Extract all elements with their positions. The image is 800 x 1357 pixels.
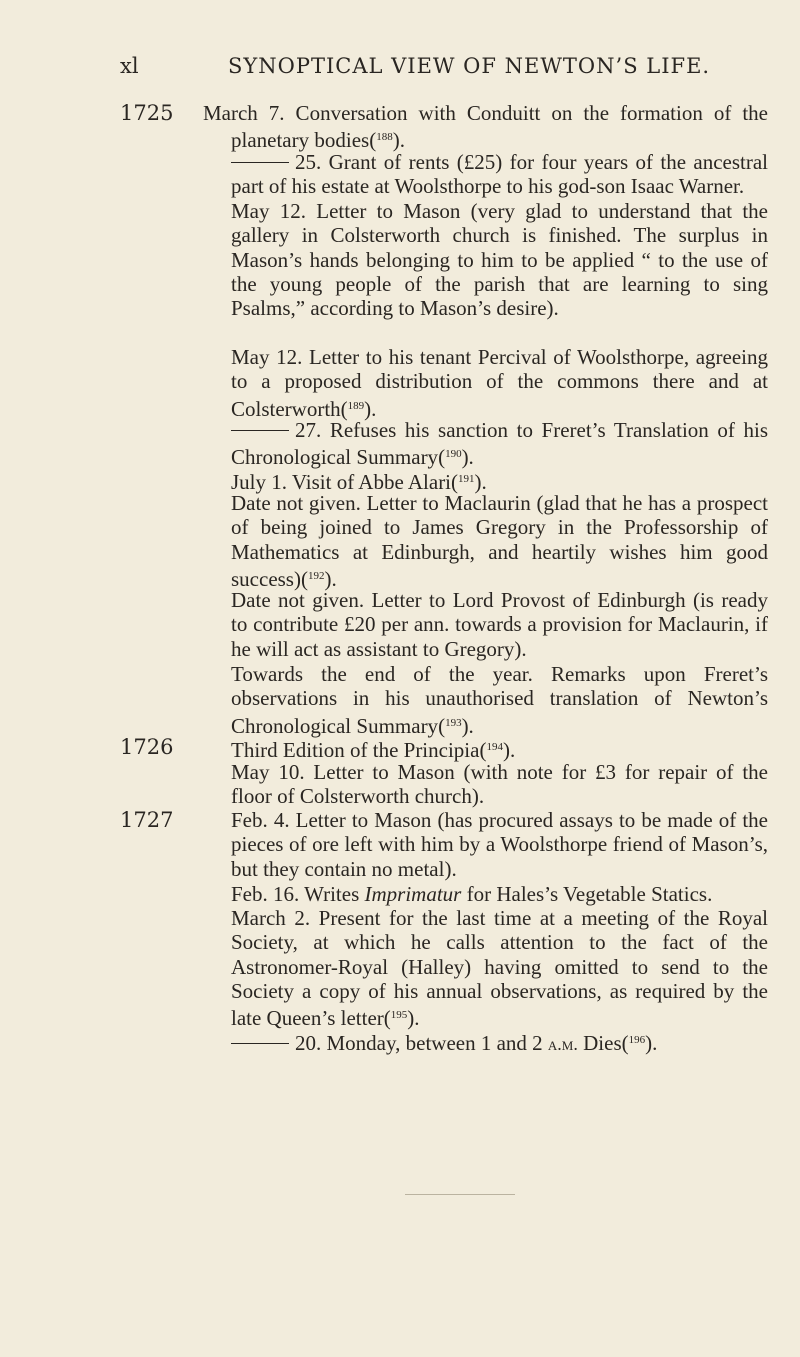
entry-lord-provost-letter xyxy=(203,588,768,661)
year-1726: 1726 xyxy=(120,735,174,759)
entry-text: March 7. Conversation with Conduitt on the formation of the planetary bodies xyxy=(203,101,768,153)
imprimatur-italic: Imprimatur xyxy=(364,882,462,906)
footnote-ref: 190 xyxy=(445,448,462,461)
footnote-ref: 192 xyxy=(307,569,325,582)
year-1725: 1725 xyxy=(120,101,174,125)
entry-text: May 10. Letter to Mason (with note for £3 for repair of the floor of Colsterworth church). xyxy=(231,760,768,809)
entry-march-2: March 2. Present for the last time at a meeting of the Royal Society, at which he calls attention to the fact of the Astronomer-Royal (Halley) having omitted to send to the Society a copy of his annual observations, as required by the late Queen’s letter($^{195}$). xyxy=(231,906,768,1031)
ditto-dash xyxy=(231,430,289,431)
entry-maclaurin-letter: Date not given. Letter to Maclaurin (glad that he has a prospect of being joined to James Gregory in the Professorship of Mathematics at Edinburgh, and heartily wishes him good success)($^{192}$). xyxy=(231,491,768,591)
entry-may-12-mason xyxy=(203,199,768,320)
entry-march-20: 20. Monday, between 1 and 2 a.m. Dies($^{196}$). xyxy=(203,1028,768,1056)
footnote-ref: 191 xyxy=(458,473,475,485)
entry-text: 27. Refuses his sanction to Freret’s Translation of his Chronological Summary xyxy=(231,418,768,470)
entry-text: July 1. Visit of Abbe Alari xyxy=(231,470,452,494)
footnote-ref: 194 xyxy=(486,741,503,753)
footer-rule xyxy=(405,1194,515,1195)
entry-text: Date not given. Letter to Maclaurin (glad that he has a prospect of being joined to James Gregory in the Professorship of Mathematics at Edinburgh, and heartily wishes him good success) xyxy=(231,491,768,591)
entry-text: for Hales’s Vegetable Statics. xyxy=(466,882,713,906)
ditto-dash xyxy=(231,162,289,163)
page-header xyxy=(0,54,800,84)
running-head: SYNOPTICAL VIEW OF NEWTON’S LIFE. xyxy=(228,54,711,78)
footnote-ref: 195 xyxy=(390,1009,408,1022)
entry-july-1: July 1. Visit of Abbe Alari($^{191}$). xyxy=(231,470,487,494)
entry-text: Feb. 4. Letter to Mason (has procured assays to be made of the pieces of ore left with him by a Woolsthorpe friend of Mason’s, but they contain no metal). xyxy=(231,808,768,881)
footnote-ref: 196 xyxy=(628,1034,646,1046)
year-1727: 1727 xyxy=(120,808,174,832)
page-number: xl xyxy=(120,54,139,78)
entry-text: May 12. Letter to Mason (very glad to understand that the gallery in Colsterworth church is finished. The surplus in Mason’s hands belonging to him to be applied “ to the use of the young people of the parish that are learning to sing Psalms,” according to Mason’s desire). xyxy=(231,199,768,321)
entry-freret-remarks: Towards the end of the year. Remarks upon Freret’s observations in his unauthorised translation of Newton’s Chronological Summary($^{193}$). xyxy=(231,662,768,738)
entry-may-12-percival: May 12. Letter to his tenant Percival of Woolsthorpe, agreeing to a proposed distribution of the commons there and at Colsterworth($^{189}$). xyxy=(231,345,768,421)
entry-text: May 12. Letter to his tenant Percival of Woolsthorpe, agreeing to a proposed distribution of the commons there and at Colsterworth xyxy=(231,345,768,421)
entry-text: Feb. 16. Writes xyxy=(231,882,360,906)
entry-text: Date not given. Letter to Lord Provost of Edinburgh (is ready to contribute £20 per ann. towards a provision for Maclaurin, if he will act as assistant to Gregory). xyxy=(231,588,768,661)
entry-principia-third-edition: Third Edition of the Principia($^{194}$). xyxy=(231,738,516,762)
entry-text: Towards the end of the year. Remarks upon Freret’s observations in his unauthorised translation of Newton’s Chronological Summary xyxy=(231,662,768,738)
entry-text: Dies xyxy=(583,1031,622,1055)
entry-march-25 xyxy=(203,150,768,199)
footnote-ref: 193 xyxy=(445,716,462,729)
entry-text: 20. Monday, between 1 and 2 xyxy=(295,1031,543,1055)
entry-text: March 2. Present for the last time at a meeting of the Royal Society, at which he calls attention to the fact of the Astronomer-Royal (Halley) having omitted to send to the Society a copy of his annual observations, as required by the late Queen’s letter xyxy=(231,906,768,1031)
entry-text: 25. Grant of rents (£25) for four years of the ancestral part of his estate at Woolsthorpe to his god-son Isaac Warner. xyxy=(231,150,768,199)
ditto-dash xyxy=(231,1043,289,1044)
entry-feb-4 xyxy=(203,808,768,881)
entry-text: Third Edition of the Principia xyxy=(231,738,480,762)
entry-feb-16 xyxy=(203,882,768,906)
time-small-caps: a.m. xyxy=(547,1034,578,1054)
entry-march-7: March 7. Conversation with Conduitt on the formation of the planetary bodies($^{188}$). xyxy=(203,101,768,153)
entry-may-27: 27. Refuses his sanction to Freret’s Translation of his Chronological Summary($^{190}$). xyxy=(231,418,768,470)
footnote-ref: 189 xyxy=(347,399,365,412)
footnote-ref: 188 xyxy=(376,131,393,144)
entry-may-10 xyxy=(203,760,768,809)
